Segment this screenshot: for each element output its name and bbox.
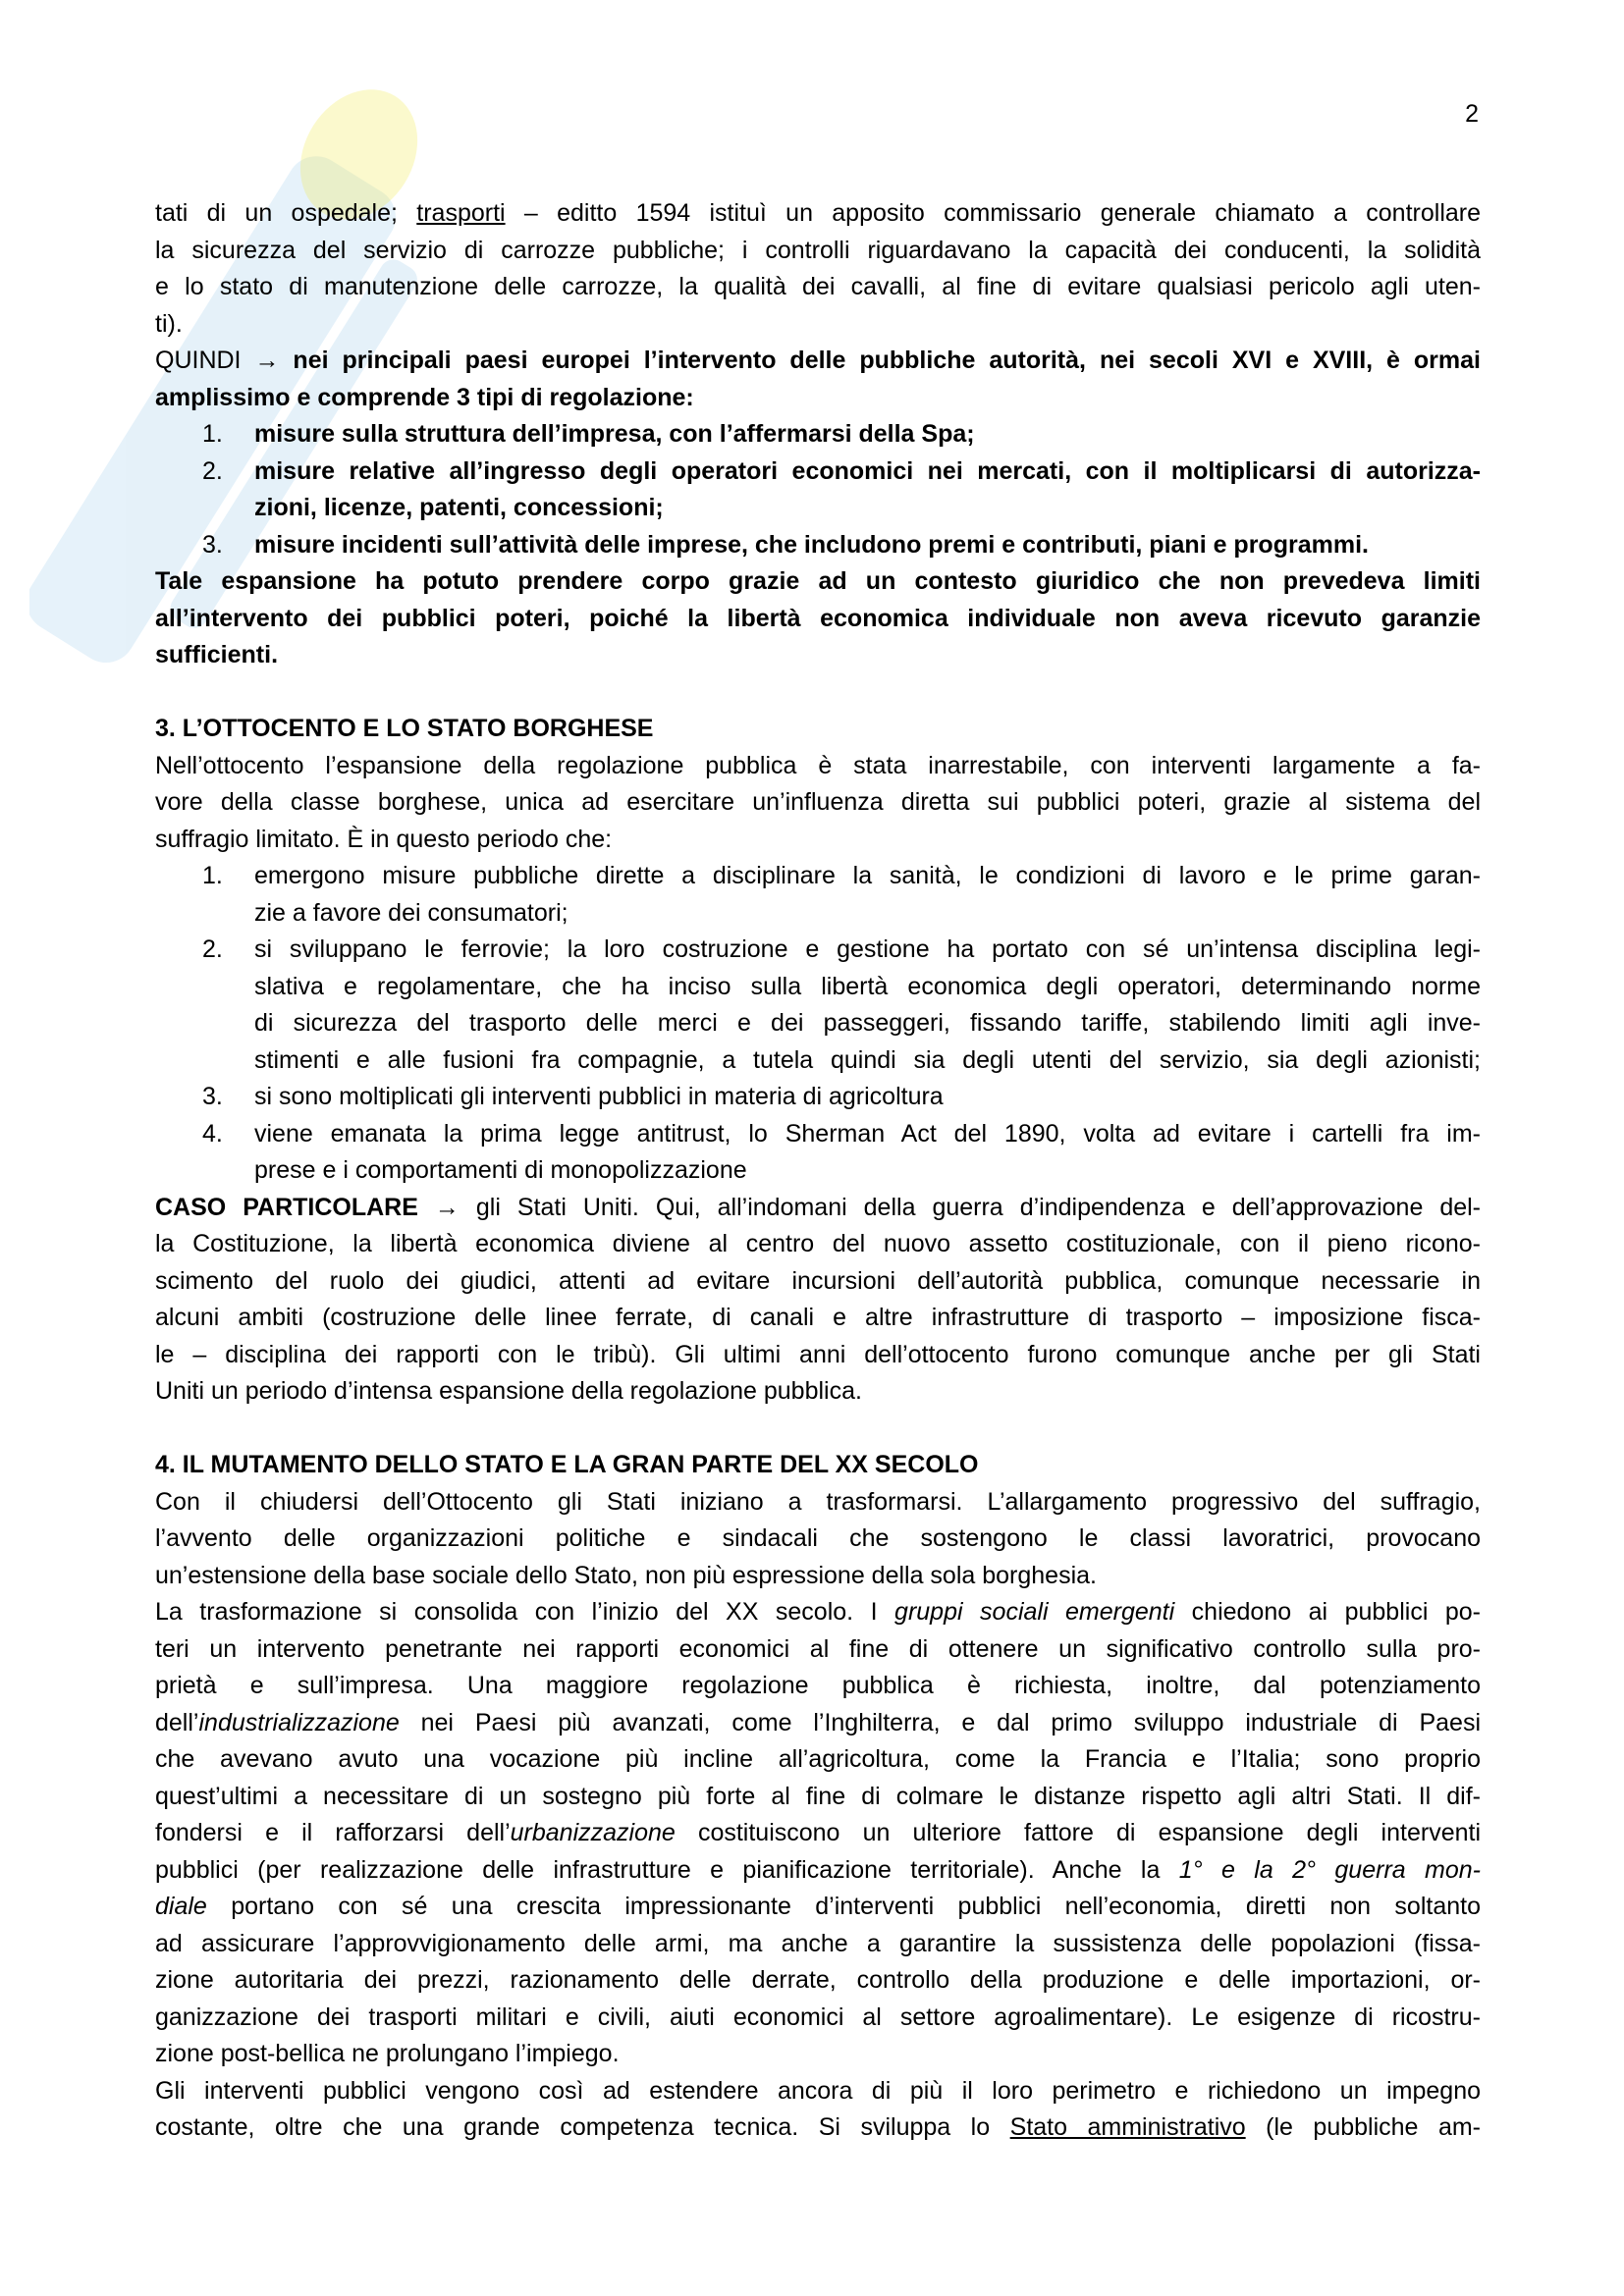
text-run: slativa e regolamentare, che ha inciso sulla libertà economica degli operatori, determinando norme — [254, 972, 1481, 1000]
text-run: La trasformazione si consolida con l’inizio del XX secolo. I — [155, 1598, 895, 1626]
text-run: (le pubbliche am- — [1245, 2113, 1481, 2141]
paragraph-line — [155, 1889, 1481, 1926]
paragraph-line — [155, 1705, 1481, 1742]
list-number: 4. — [202, 1119, 223, 1148]
paragraph-line — [155, 637, 1481, 674]
text-run: un’estensione della base sociale dello Stato, non più espressione della sola borghesia. — [155, 1561, 1097, 1589]
paragraph-line — [155, 1815, 1481, 1852]
italic-text: 1° e la 2° guerra mon- — [1178, 1855, 1481, 1884]
text-run: la sicurezza del servizio di carrozze pubbliche; i controlli riguardavano la capacità dei conducenti, la solidità — [155, 236, 1481, 264]
text-run: chiedono ai pubblici po- — [1174, 1598, 1481, 1626]
text-run: prese e i comportamenti di monopolizzazione — [254, 1156, 747, 1184]
list-number: 3. — [202, 530, 223, 559]
blank-line — [155, 674, 1481, 712]
list-item-line — [155, 932, 1481, 969]
paragraph-line — [155, 1226, 1481, 1263]
text-run: ti). — [155, 309, 183, 338]
paragraph-line — [155, 1668, 1481, 1705]
paragraph-line — [155, 784, 1481, 822]
paragraph-line — [155, 748, 1481, 785]
list-number: 3. — [202, 1083, 223, 1110]
text-run: nei Paesi più avanzati, come l’Inghilterra, e dal primo sviluppo industriale di Paesi — [399, 1708, 1481, 1736]
paragraph-line — [155, 1263, 1481, 1301]
italic-text: gruppi sociali emergenti — [894, 1598, 1175, 1626]
list-number: 2. — [202, 935, 223, 963]
text-run: pubblici (per realizzazione delle infrastrutture e pianificazione territoriale). Anche la — [155, 1855, 1179, 1884]
underlined-text: trasporti — [416, 199, 506, 227]
text-run: suffragio limitato. È in questo periodo che: — [155, 825, 613, 853]
list-item-line — [155, 1042, 1481, 1080]
paragraph-line — [155, 269, 1481, 306]
text-run: la Costituzione, la libertà economica diviene al centro del nuovo assetto costituzionale, con il pieno ricono- — [155, 1230, 1481, 1257]
paragraph-line — [155, 2073, 1481, 2110]
bold-text: nei principali paesi europei l’intervento delle pubbliche autorità, nei secoli XVI e XVIII, è ormai — [293, 347, 1481, 374]
paragraph-line — [155, 563, 1481, 601]
text-run: di sicurezza del trasporto delle merci e dei passeggeri, fissando tariffe, stabilendo limiti agli inve- — [254, 1009, 1481, 1037]
bold-text: 3. L’OTTOCENTO E LO STATO BORGHESE — [155, 715, 654, 742]
paragraph-line — [155, 1521, 1481, 1558]
text-run: prietà e sull’impresa. Una maggiore regolazione pubblica è richiesta, inoltre, dal potenziamento — [155, 1672, 1481, 1699]
paragraph-line — [155, 343, 1481, 380]
bold-text: misure relative all’ingresso degli operatori economici nei mercati, con il moltiplicarsi di autorizza- — [254, 456, 1481, 485]
paragraph-line — [155, 1594, 1481, 1631]
paragraph-line — [155, 1484, 1481, 1522]
bold-text: Tale espansione ha potuto prendere corpo grazie ad un contesto giuridico che non prevedeva limiti — [155, 567, 1481, 595]
paragraph-line — [155, 1373, 1481, 1411]
paragraph-line — [155, 1631, 1481, 1669]
list-item-line — [155, 490, 1481, 527]
bold-text: zioni, licenze, patenti, concessioni; — [254, 494, 664, 521]
text-run: Nell’ottocento l’espansione della regolazione pubblica è stata inarrestabile, con interventi largamente a fa- — [155, 751, 1481, 779]
bold-text: sufficienti. — [155, 641, 279, 668]
italic-text: urbanizzazione — [510, 1819, 676, 1846]
italic-text: industrializzazione — [198, 1708, 400, 1736]
list-item-line — [155, 1152, 1481, 1190]
paragraph-line — [155, 601, 1481, 638]
text-run: QUINDI → — [155, 347, 294, 374]
paragraph-line — [155, 306, 1481, 344]
paragraph-line — [155, 2000, 1481, 2037]
text-run: e lo stato di manutenzione delle carrozze, la qualità dei cavalli, al fine di evitare qualsiasi pericolo agli uten- — [155, 273, 1481, 300]
text-run: teri un intervento penetrante nei rapporti economici al fine di ottenere un significativo controllo sulla pro- — [155, 1634, 1481, 1663]
bold-text: all’intervento dei pubblici poteri, poiché la libertà economica individuale non aveva ricevuto garanzie — [155, 604, 1481, 632]
paragraph-line — [155, 195, 1481, 233]
paragraph-line — [155, 1852, 1481, 1890]
text-run: vore della classe borghese, unica ad esercitare un’influenza diretta sui pubblici poteri, grazie al sistema del — [155, 788, 1481, 816]
list-item-line — [155, 895, 1481, 933]
list-item-line — [155, 858, 1481, 895]
bold-text: amplissimo e comprende 3 tipi di regolazione: — [155, 383, 694, 411]
paragraph-line — [155, 1558, 1481, 1595]
text-run: quest’ultimi a necessitare di un sostegno più forte al fine di colmare le distanze rispetto agli altri Stati. Il dif- — [155, 1782, 1481, 1810]
paragraph-line — [155, 2109, 1481, 2147]
text-run: Uniti un periodo d’intensa espansione della regolazione pubblica. — [155, 1377, 862, 1405]
list-item-line — [155, 1079, 1481, 1116]
text-run: Con il chiudersi dell’Ottocento gli Stati iniziano a trasformarsi. L’allargamento progressivo del suffragio, — [155, 1487, 1481, 1516]
paragraph-line — [155, 1337, 1481, 1374]
bold-text: misure sulla struttura dell’impresa, con l’affermarsi della Spa; — [254, 420, 975, 448]
list-number: 1. — [202, 862, 223, 889]
section-heading — [155, 1447, 1481, 1484]
text-run: che avevano avuto una vocazione più incline all’agricoltura, come la Francia e l’Italia; sono proprio — [155, 1745, 1481, 1773]
text-run: dell’ — [155, 1708, 199, 1736]
paragraph-line — [155, 1300, 1481, 1337]
text-run: si sviluppano le ferrovie; la loro costruzione e gestione ha portato con sé un’intensa disciplina legi- — [254, 935, 1481, 963]
text-run: ad assicurare l’approvvigionamento delle armi, ma anche a garantire la sussistenza delle popolazioni (fissa- — [155, 1929, 1481, 1957]
text-run: → gli Stati Uniti. Qui, all’indomani della guerra d’indipendenza e dell’approvazione del- — [417, 1193, 1482, 1221]
blank-line — [155, 1411, 1481, 1448]
text-run: tati di un ospedale; — [155, 199, 417, 227]
underlined-text: Stato amministrativo — [1009, 2113, 1246, 2141]
section-heading — [155, 711, 1481, 748]
italic-text: diale — [155, 1893, 207, 1920]
list-item-line — [155, 454, 1481, 491]
paragraph-line — [155, 1190, 1481, 1227]
list-number: 1. — [202, 420, 223, 448]
text-run: l’avvento delle organizzazioni politiche e sindacali che sostengono le classi lavoratrici, provocano — [155, 1524, 1481, 1552]
bold-text: 4. IL MUTAMENTO DELLO STATO E LA GRAN PARTE DEL XX SECOLO — [155, 1451, 979, 1478]
paragraph-line — [155, 1962, 1481, 2000]
list-item-line — [155, 527, 1481, 564]
text-run: zie a favore dei consumatori; — [254, 898, 568, 927]
text-run: si sono moltiplicati gli interventi pubblici in materia di agricoltura — [254, 1083, 944, 1110]
text-run: le – disciplina dei rapporti con le tribù). Gli ultimi anni dell’ottocento furono comunque anche per gli Stati — [155, 1340, 1481, 1368]
text-run: alcuni ambiti (costruzione delle linee ferrate, di canali e altre infrastrutture di trasporto – imposizione fisca- — [155, 1304, 1481, 1331]
text-run: costante, oltre che una grande competenza tecnica. Si sviluppa lo — [155, 2113, 1010, 2141]
paragraph-line — [155, 1741, 1481, 1779]
text-run: – editto 1594 istituì un apposito commissario generale chiamato a controllare — [505, 199, 1482, 227]
text-run: scimento del ruolo dei giudici, attenti ad evitare incursioni dell’autorità pubblica, comunque necessarie in — [155, 1266, 1481, 1295]
list-number: 2. — [202, 456, 223, 485]
text-run: fondersi e il rafforzarsi dell’ — [155, 1819, 511, 1846]
bold-text: misure incidenti sull’attività delle imprese, che includono premi e contributi, piani e programmi. — [254, 530, 1369, 559]
bold-text: CASO PARTICOLARE — [155, 1193, 418, 1221]
page-number: 2 — [1465, 100, 1479, 128]
paragraph-line — [155, 822, 1481, 859]
paragraph-line — [155, 1779, 1481, 1816]
text-run: portano con sé una crescita impressionante d’interventi pubblici nell’economia, diretti non soltanto — [206, 1893, 1481, 1920]
text-run: ganizzazione dei trasporti militari e civili, aiuti economici al settore agroalimentare). Le esigenze di ricostru- — [155, 2002, 1481, 2031]
paragraph-line — [155, 233, 1481, 270]
text-run: zione autoritaria dei prezzi, razionamento delle derrate, controllo della produzione e delle importazioni, or- — [155, 1966, 1481, 1994]
paragraph-line — [155, 1926, 1481, 1963]
paragraph-line — [155, 380, 1481, 417]
list-item-line — [155, 1005, 1481, 1042]
text-run: costituiscono un ulteriore fattore di espansione degli interventi — [675, 1819, 1481, 1846]
text-run: Gli interventi pubblici vengono così ad estendere ancora di più il loro perimetro e richiedono un impegno — [155, 2076, 1481, 2105]
text-run: emergono misure pubbliche dirette a disciplinare la sanità, le condizioni di lavoro e le prime garan- — [254, 862, 1481, 889]
body-text — [155, 195, 1481, 2147]
paragraph-line — [155, 2036, 1481, 2073]
list-item-line — [155, 969, 1481, 1006]
text-run: viene emanata la prima legge antitrust, lo Sherman Act del 1890, volta ad evitare i cartelli fra im- — [254, 1119, 1481, 1148]
list-item-line — [155, 1116, 1481, 1153]
text-run: stimenti e alle fusioni fra compagnie, a tutela quindi sia degli utenti del servizio, sia degli azionisti; — [254, 1045, 1481, 1074]
text-run: zione post-bellica ne prolungano l’impiego. — [155, 2040, 620, 2067]
list-item-line — [155, 416, 1481, 454]
